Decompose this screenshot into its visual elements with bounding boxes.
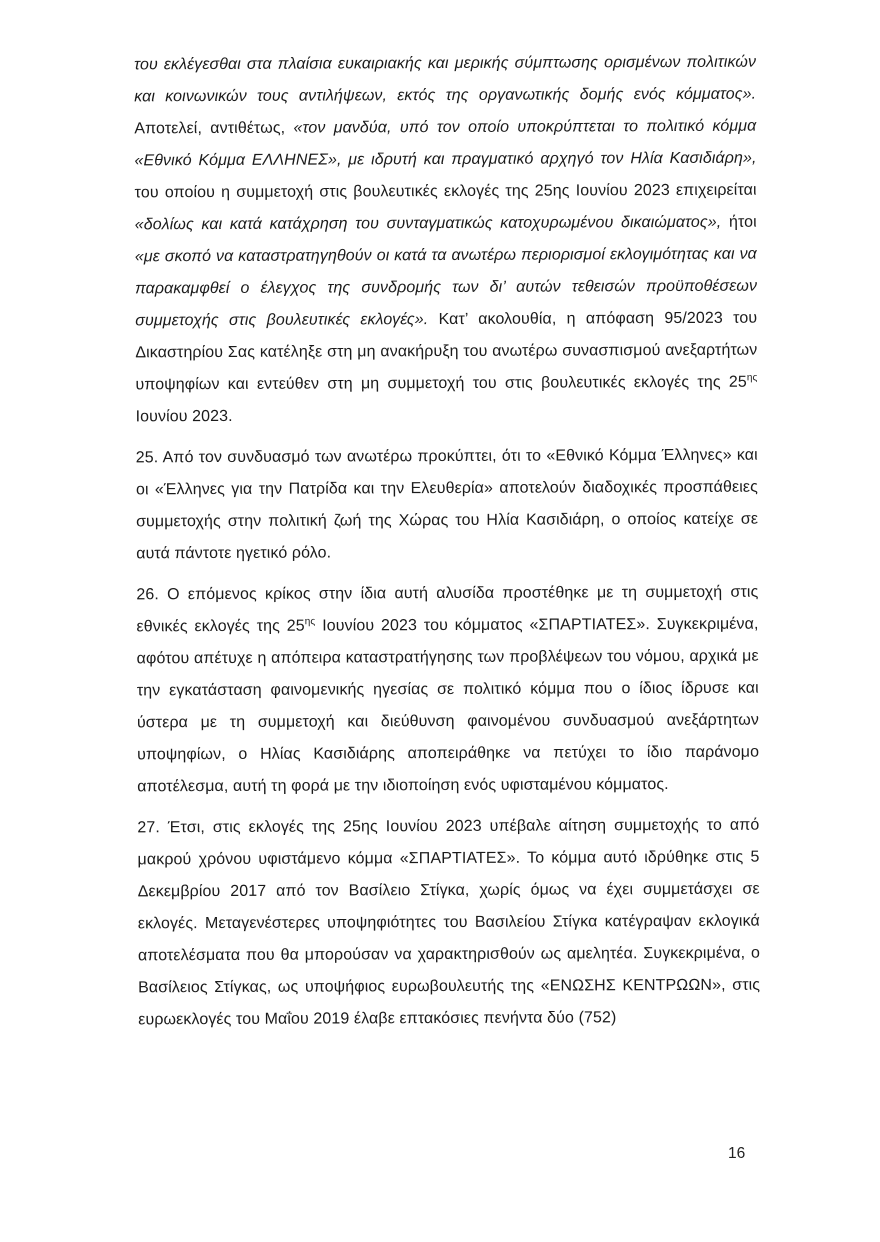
ordinal-superscript: ης: [304, 616, 316, 628]
text-run: «δολίως και κατά κατάχρηση του συνταγματικώς κατοχυρωμένου δικαιώματος»,: [134, 213, 722, 234]
page-number: 16: [728, 1145, 746, 1162]
paragraph-26: [136, 577, 759, 804]
paragraph-27: [137, 810, 760, 1037]
text-run: Αποτελεί, αντιθέτως,: [134, 119, 294, 138]
paragraph-25: [136, 440, 759, 571]
text-run: Κατ’ ακολουθία, η απόφαση 95/2023 του Δικαστηρίου Σας κατέληξε στη μη ανακήρυξη του ανωτέρω συνασπισμού ανεξαρτήτων υποψηφίων και εντεύθεν στη μη συμμετοχή του στις βουλευτικές εκλογές της 25: [135, 309, 758, 394]
text-run: «με σκοπό να καταστρατηγηθούν οι κατά τα ανωτέρω περιορισμοί εκλογιμότητας και να παρακαμφθεί ο έλεγχος της συνδρομής των δι’ αυτών τεθεισών προϋποθέσεων συμμετοχής στις βουλευτικές εκλογές».: [134, 245, 758, 330]
text-run: του εκλέγεσθαι στα πλαίσια ευκαιριακής και μερικής σύμπτωσης ορισμένων πολιτικών και κοινωνικών τους αντιλήψεων, εκτός της οργανωτικής δομής ενός κόμματος».: [134, 53, 757, 106]
text-run: Ιουνίου 2023.: [135, 407, 233, 426]
text-run: «τον μανδύα, υπό τον οποίο υποκρύπτεται το πολιτικό κόμμα «Εθνικό Κόμμα ΕΛΛΗΝΕΣ», με ιδρυτή και πραγματικό αρχηγό τον Ηλία Κασιδιάρη»,: [134, 117, 757, 170]
document-body: [134, 47, 760, 1046]
text-run: Ιουνίου 2023 του κόμματος «ΣΠΑΡΤΙΑΤΕΣ». Συγκεκριμένα, αφότου απέτυχε η απόπειρα καταστρατήγησης των προβλέψεων του νόμου, αρχικά με την εγκατάσταση φαινομενικής ηγεσίας σε πολιτικό κόμμα που ο ίδιος ίδρυσε και ύστερα με τη συμμετοχή και διεύθυνση φαινομένου συνδυασμού ανεξάρτητων υποψηφίων, ο Ηλίας Κασιδιάρης αποπειράθηκε να πετύχει το ίδιο παράνομο αποτέλεσμα, αυτή τη φορά με την ιδιοποίηση ενός υφισταμένου κόμματος.: [136, 615, 760, 796]
text-run: 25. Από τον συνδυασμό των ανωτέρω προκύπτει, ότι το «Εθνικό Κόμμα Έλληνες» και οι «Έλληνες για την Πατρίδα και την Ελευθερία» αποτελούν διαδοχικές προσπάθειες συμμετοχής στην πολιτική ζωή της Χώρας του Ηλία Κασιδιάρη, ο οποίος κατείχε σε αυτά πάντοτε ηγετικό ρόλο.: [135, 446, 759, 563]
text-run: 27. Έτσι, στις εκλογές της 25ης Ιουνίου 2023 υπέβαλε αίτηση συμμετοχής το από μακρού χρόνου υφιστάμενο κόμμα «ΣΠΑΡΤΙΑΤΕΣ». Το κόμμα αυτό ιδρύθηκε στις 5 Δεκεμβρίου 2017 από τον Βασίλειο Στίγκα, χωρίς όμως να έχει συμμετάσχει σε εκλογές. Μεταγενέστερες υποψηφιότητες του Βασιλείου Στίγκα κατέγραψαν εκλογικά αποτελέσματα που θα μπορούσαν να χαρακτηρισθούν ως αμελητέα. Συγκεκριμένα, ο Βασίλειος Στίγκας, ως υποψήφιος ευρωβουλευτής της «ΕΝΩΣΗΣ ΚΕΝΤΡΩΩΝ», στις ευρωεκλογές του Μαΐου 2019 έλαβε επτακόσιες πενήντα δύο (752): [137, 816, 761, 1029]
paragraph-24-continuation: [134, 47, 758, 434]
text-run: του οποίου η συμμετοχή στις βουλευτικές εκλογές της 25ης Ιουνίου 2023 επιχειρείται: [134, 181, 757, 202]
text-run: 26. Ο επόμενος κρίκος στην ίδια αυτή αλυσίδα προστέθηκε με τη συμμετοχή στις εθνικές εκλογές της 25: [136, 583, 759, 636]
text-run: ήτοι: [721, 213, 757, 231]
ordinal-superscript: ης: [746, 372, 758, 384]
